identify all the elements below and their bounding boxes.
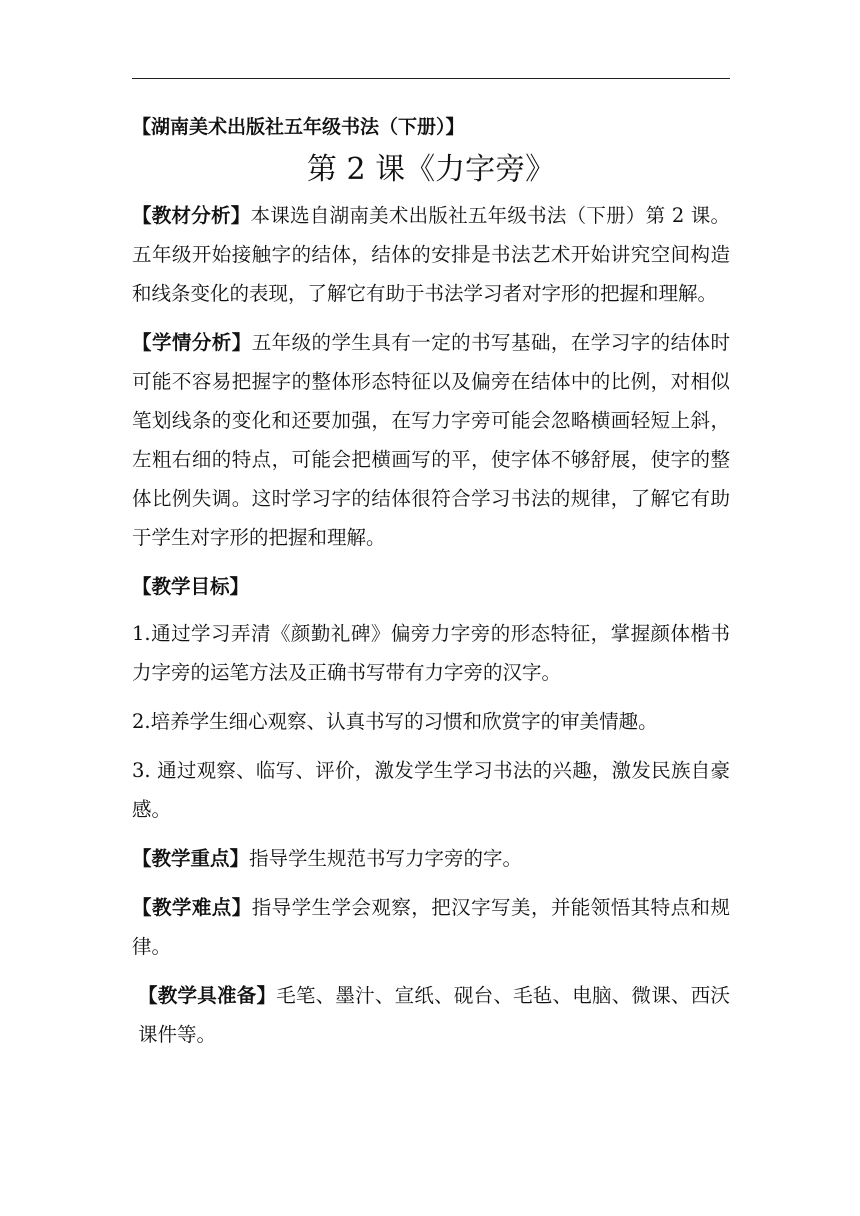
header-rule <box>132 78 730 79</box>
key-point-label: 【教学重点】 <box>132 847 250 870</box>
lesson-title: 第 2 课《力字旁》 <box>306 152 556 187</box>
textbook-analysis-paragraph <box>132 196 730 313</box>
student-analysis-paragraph <box>132 323 730 557</box>
textbook-analysis-text: 本课选自湖南美术出版社五年级书法（下册）第 2 课。五年级开始接触字的结体，结体的安排是书法艺术开始讲究空间构造和线条变化的表现，了解它有助于书法学习者对字形的把握和理解。 <box>132 204 730 305</box>
key-point-text: 指导学生规范书写力字旁的字。 <box>249 847 523 870</box>
textbook-analysis-label: 【教材分析】 <box>132 204 251 227</box>
objectives-heading: 【教学目标】 <box>132 575 250 598</box>
student-analysis-label: 【学情分析】 <box>132 331 252 354</box>
objective-item-2: 2.培养学生细心观察、认真书写的习惯和欣赏字的审美情趣。 <box>132 710 658 733</box>
key-point-paragraph <box>132 839 730 878</box>
difficulty-text: 指导学生学会观察，把汉字写美，并能领悟其特点和规律。 <box>132 896 730 958</box>
tools-text: 毛笔、墨汁、宣纸、砚台、毛毡、电脑、微课、西沃课件等。 <box>138 984 730 1046</box>
student-analysis-text: 五年级的学生具有一定的书写基础，在学习字的结体时可能不容易把握字的整体形态特征以及偏旁在结体中的比例，对相似笔划线条的变化和还要加强，在写力字旁可能会忽略横画轻短上斜，左粗右细的特点，可能会把横画写的平，使字体不够舒展，使字的整体比例失调。这时学习字的结体很符合学习书法的规律，了解它有助于学生对字形的把握和理解。 <box>132 331 730 549</box>
document-body <box>132 108 730 1064</box>
source-line: 【湖南美术出版社五年级书法（下册）】 <box>132 116 465 138</box>
difficulty-paragraph <box>132 888 730 966</box>
tools-label: 【教学具准备】 <box>138 984 277 1007</box>
objective-item-1: 1.通过学习弄清《颜勤礼碑》偏旁力字旁的形态特征，掌握颜体楷书力字旁的运笔方法及正确书写带有力字旁的汉字。 <box>132 622 730 684</box>
tools-paragraph <box>132 976 730 1054</box>
difficulty-label: 【教学难点】 <box>132 896 252 919</box>
objective-item-3: 3. 通过观察、临写、评价，激发学生学习书法的兴趣，激发民族自豪感。 <box>132 759 730 821</box>
